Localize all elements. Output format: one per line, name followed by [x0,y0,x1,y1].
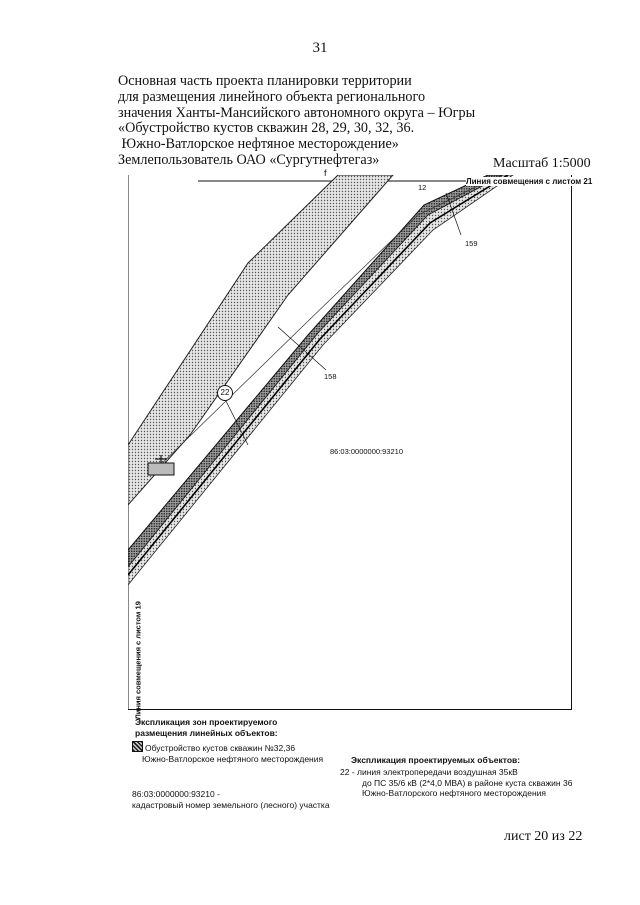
object-number-22: 22 [217,385,233,401]
map-mark-f: f [324,168,327,178]
zone-swatch-icon [132,741,143,752]
header-line: «Обустройство кустов скважин 28, 29, 30, 32, 36. [118,120,415,137]
cadastral-number-label: 86:03:0000000:93210 [330,447,403,456]
objects-legend-item [340,767,572,799]
header-line: Землепользователь ОАО «Сургутнефтегаз» [118,151,380,168]
zones-title-line: Экспликация зон проектируемого [135,717,278,727]
sheet-number: лист 20 из 22 [504,829,583,844]
zones-item-line: Южно-Ватлорское нефтяного месторождения [142,753,324,764]
zones-item-line: Обустройство кустов скважин №32,36 [145,743,296,753]
planning-map [128,168,593,720]
objects-item-line: Южно-Ватлорского нефтяного месторождения [362,788,547,798]
zones-title-line: размещения линейных объектов: [135,727,278,738]
page-number: 31 [312,40,328,56]
objects-item-line: 22 - линия электропередачи воздушная 35кВ [340,767,518,777]
point-label-159: 159 [465,239,478,248]
zones-legend-title [135,717,278,738]
cadastral-legend [132,789,330,810]
scale-label: Масштаб 1:5000 [493,156,591,171]
point-label-12: 12 [418,183,427,192]
document-header [118,74,475,169]
zones-legend-item [132,741,323,764]
matchline-top-label: Линия совмещения с листом 21 [466,177,593,186]
cadastral-legend-line: 86:03:0000000:93210 - [132,789,220,799]
header-line: Южно-Ватлорское нефтяное месторождение» [118,136,399,153]
point-label-158: 158 [324,372,337,381]
matchline-left-label: Линия совмещения с листом 19 [133,601,143,720]
header-line: для размещения линейного объекта регионального [118,88,426,105]
objects-item-line: до ПС 35/6 кВ (2*4,0 МВА) в районе куста скважин 36 [362,777,573,788]
cadastral-legend-line: кадастровый номер земельного (лесного) участка [132,799,330,810]
header-line: значения Ханты-Мансийского автономного округа – Югры [118,104,476,121]
map-drawing [128,175,572,710]
objects-legend-title: Экспликация проектируемых объектов: [351,755,521,765]
header-line: Основная часть проекта планировки территории [118,73,412,89]
